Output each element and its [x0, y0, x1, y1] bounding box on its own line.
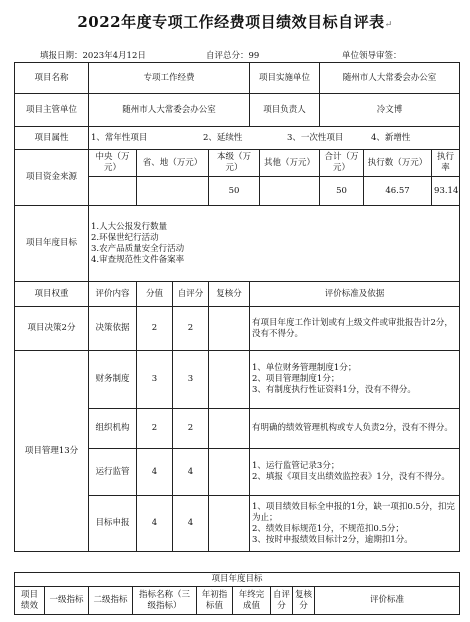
eval-group: 项目管理13分 — [15, 351, 89, 552]
footer-header-standard: 评价标准 — [315, 587, 460, 615]
funds-header-central: 中央（万元） — [89, 150, 137, 177]
footer-header-row — [15, 587, 460, 615]
eval-score: 3 — [137, 351, 173, 409]
table-row — [15, 307, 460, 351]
funds-label: 项目资金来源 — [15, 150, 89, 206]
funds-value-other — [260, 177, 320, 206]
eval-criteria — [250, 449, 460, 496]
fill-date: 填报日期：2023年4月12日 — [40, 51, 146, 61]
criteria-line: 2、绩效目标规范1分，不规范扣0.5分； — [252, 523, 404, 534]
criteria-line: 2、项目管理制度1分； — [252, 374, 340, 384]
eval-header-review: 复核分 — [209, 282, 250, 307]
eval-header-criteria: 评价标准及依据 — [250, 282, 460, 307]
criteria-line: 3、有制度执行性证资料1分，没有不得分。 — [252, 385, 416, 395]
criteria-line: 3、按时申报绩效目标计2分，逾期扣1分。 — [252, 534, 413, 545]
footer-header-indicator-name: 指标名称（三级指标） — [133, 587, 197, 615]
footer-header-level1: 一级指标 — [45, 587, 89, 615]
funds-header-province: 省、地（万元） — [137, 150, 209, 177]
eval-review — [209, 496, 250, 552]
eval-header-self: 自评分 — [173, 282, 209, 307]
criteria-line: 1、运行监管记录3分； — [252, 461, 340, 471]
row-attribute — [15, 127, 460, 150]
eval-content: 财务制度 — [89, 351, 137, 409]
attr-option-4: 4、新增性 — [371, 132, 411, 143]
eval-score: 2 — [137, 409, 173, 449]
criteria-line: 1、项目绩效目标全申报的1分，缺一项扣0.5分，扣完为止； — [252, 501, 455, 523]
footer-header-self-score: 自评分 — [271, 587, 293, 615]
eval-self: 2 — [173, 307, 209, 351]
performance-indicator-table — [14, 572, 460, 615]
annual-goals-label: 项目年度目标 — [15, 206, 89, 282]
eval-score: 4 — [137, 449, 173, 496]
supervisor-value: 随州市人大常委会办公室 — [89, 94, 250, 127]
eval-self: 4 — [173, 496, 209, 552]
annual-goals-list — [89, 206, 460, 282]
attr-option-1: 1、常年性项目 — [91, 132, 148, 143]
criteria-line: 有明确的绩效管理机构或专人负责2分，没有不得分。 — [252, 423, 453, 433]
impl-unit-value: 随州市人大常委会办公室 — [320, 63, 460, 94]
owner-label: 项目负责人 — [250, 94, 320, 127]
leader-sign: 单位领导审签： — [342, 51, 402, 61]
return-mark-icon: ↵ — [384, 20, 393, 30]
funds-value-central — [89, 177, 137, 206]
eval-header-content: 评价内容 — [89, 282, 137, 307]
footer-header-final-value: 年终完成值 — [233, 587, 271, 615]
eval-score: 4 — [137, 496, 173, 552]
footer-header-level2: 二级指标 — [89, 587, 133, 615]
eval-review — [209, 409, 250, 449]
eval-criteria — [250, 496, 460, 552]
funds-value-executed: 46.57 — [364, 177, 432, 206]
eval-score: 2 — [137, 307, 173, 351]
criteria-line: 2、填报《项目支出绩效监控表》1分，没有不得分。 — [252, 472, 450, 482]
eval-review — [209, 351, 250, 409]
eval-review — [209, 307, 250, 351]
eval-content: 组织机构 — [89, 409, 137, 449]
eval-criteria — [250, 351, 460, 409]
funds-header-other: 其他（万元） — [260, 150, 320, 177]
funds-value-local: 50 — [209, 177, 260, 206]
funds-header-local: 本级（万元） — [209, 150, 260, 177]
eval-self: 3 — [173, 351, 209, 409]
criteria-line: 有项目年度工作计划或有上级文件或审批报告计2分，没有不得分。 — [252, 317, 453, 339]
funds-header-total: 合计（万元） — [320, 150, 364, 177]
evaluation-table — [14, 62, 460, 552]
annual-goal-item: 1.人大公报发行数量 — [91, 221, 168, 232]
funds-header-rate: 执行率 — [432, 150, 460, 177]
eval-group: 项目决策2分 — [15, 307, 89, 351]
criteria-line: 1、单位财务管理制度1分； — [252, 363, 357, 373]
funds-value-total: 50 — [320, 177, 364, 206]
eval-header-score: 分值 — [137, 282, 173, 307]
row-eval-header — [15, 282, 460, 307]
row-funds-header — [15, 150, 460, 177]
attr-option-3: 3、一次性项目 — [287, 132, 344, 143]
eval-content: 目标申报 — [89, 496, 137, 552]
footer-annual-goal-label: 项目年度目标 — [15, 573, 460, 587]
owner-value: 冷文博 — [320, 94, 460, 127]
attr-label: 项目属性 — [15, 127, 89, 150]
page-title: 2022年度专项工作经费项目绩效目标自评表↵ — [77, 13, 393, 31]
row-supervisor — [15, 94, 460, 127]
eval-content: 决策依据 — [89, 307, 137, 351]
annual-goal-item: 4.审查规范性文件备案率 — [91, 254, 185, 265]
project-name-label: 项目名称 — [15, 63, 89, 94]
eval-review — [209, 449, 250, 496]
funds-value-rate: 93.14 — [432, 177, 460, 206]
impl-unit-label: 项目实施单位 — [250, 63, 320, 94]
supervisor-label: 项目主管单位 — [15, 94, 89, 127]
funds-value-province — [137, 177, 209, 206]
annual-goal-item: 2.环保世纪行活动 — [91, 232, 159, 243]
footer-header-performance: 项目绩效 — [15, 587, 45, 615]
project-name-value: 专项工作经费 — [89, 63, 250, 94]
attr-options — [89, 127, 460, 150]
eval-header-weight: 项目权重 — [15, 282, 89, 307]
attr-option-2: 2、延续性 — [203, 132, 243, 143]
funds-header-executed: 执行数（万元） — [364, 150, 432, 177]
footer-goal-row — [15, 573, 460, 587]
eval-content: 运行监管 — [89, 449, 137, 496]
footer-header-initial-value: 年初指标值 — [197, 587, 233, 615]
footer-header-review-score: 复核分 — [293, 587, 315, 615]
eval-self: 4 — [173, 449, 209, 496]
annual-goal-item: 3.农产品质量安全行活动 — [91, 243, 185, 254]
table-row — [15, 351, 460, 409]
eval-self: 2 — [173, 409, 209, 449]
row-project-name — [15, 63, 460, 94]
eval-criteria — [250, 307, 460, 351]
eval-criteria — [250, 409, 460, 449]
self-score-total: 自评总分：99 — [206, 51, 260, 61]
row-annual-goals — [15, 206, 460, 282]
